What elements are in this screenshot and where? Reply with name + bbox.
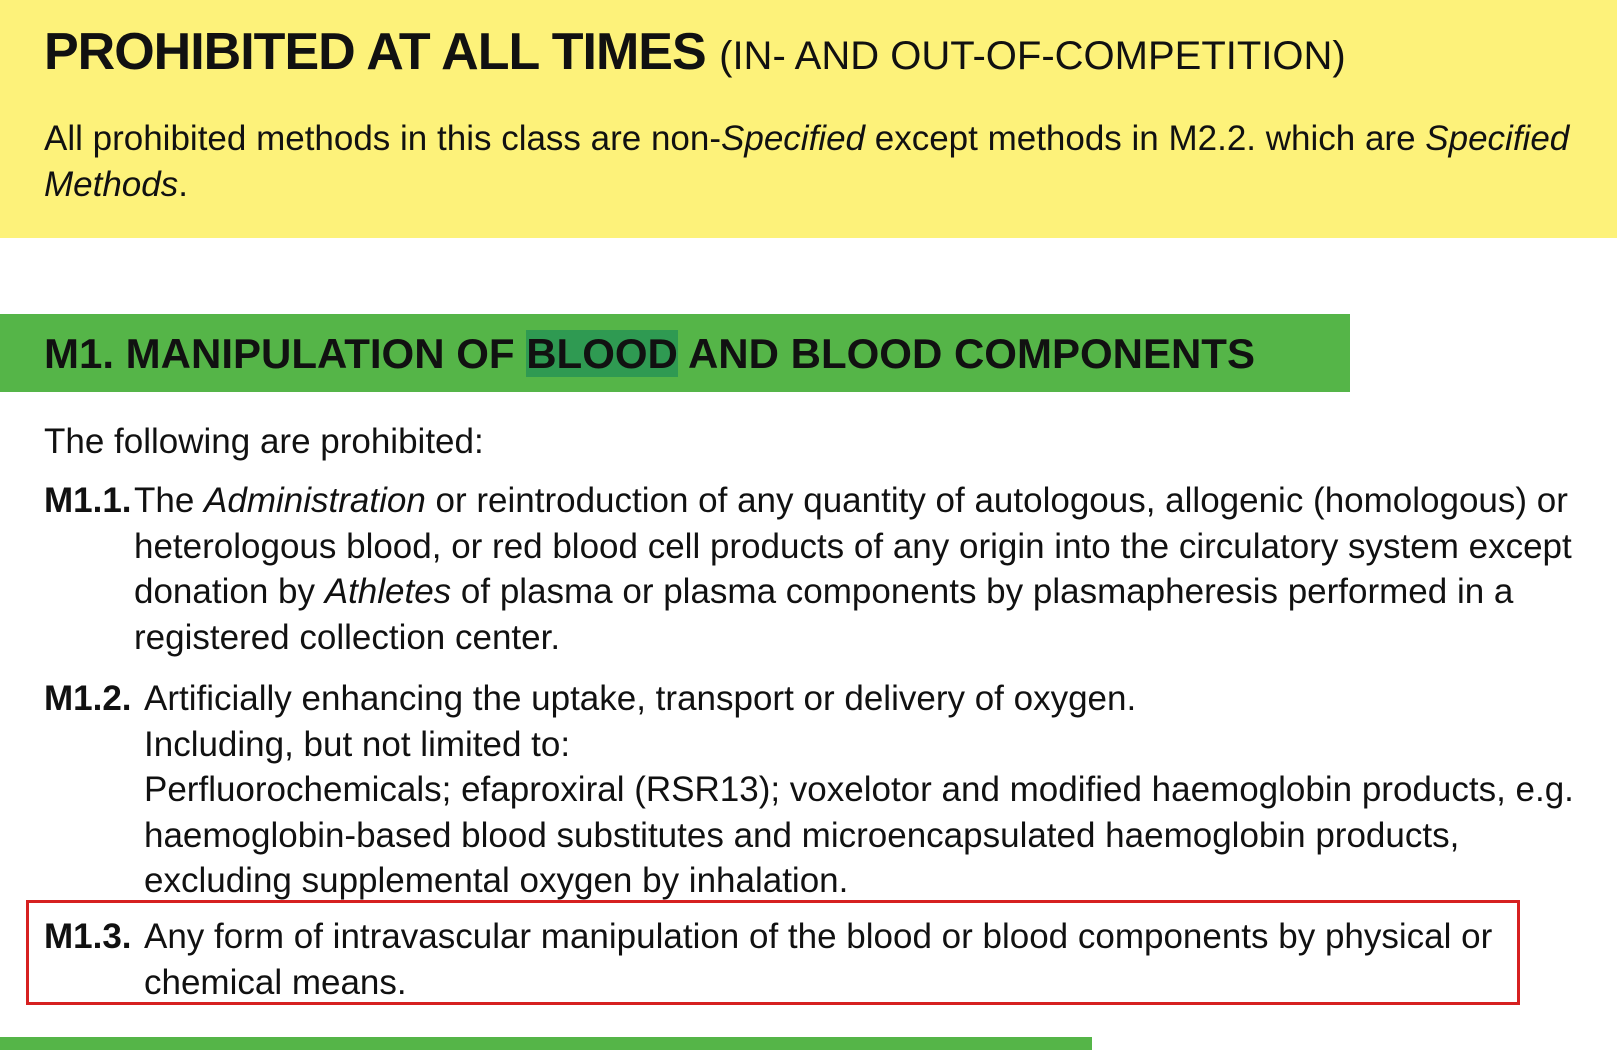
section-title-part: M1. MANIPULATION OF (44, 330, 527, 377)
section-title-part: AND BLOOD COMPONENTS (677, 330, 1255, 377)
item-text-part: The (134, 481, 205, 520)
item-text: Any form of intravascular manipulation of the blood or blood components by physical or chemical means. (144, 917, 1493, 1002)
list-item-m1-2 (44, 676, 1584, 904)
banner-text-part: except methods in M2.2. which are (865, 119, 1426, 158)
search-highlight: BLOOD (526, 330, 678, 377)
item-text-line: Including, but not limited to: (144, 724, 571, 764)
list-item-m1-1 (44, 478, 1584, 660)
item-text (44, 478, 1584, 660)
item-text-emphasis: Athletes (324, 572, 452, 611)
banner-text-part: . (178, 165, 188, 204)
item-text (44, 676, 1584, 904)
category-banner (0, 0, 1617, 238)
banner-text-part: All prohibited methods in this class are non- (44, 119, 722, 158)
banner-title (44, 22, 1346, 82)
item-text-emphasis: Administration (204, 481, 426, 520)
item-text-line: Artificially enhancing the uptake, transport or delivery of oxygen. (144, 679, 1137, 718)
item-text-part: of plasma or plasma components by plasmapheresis performed in a registered collection center. (134, 572, 1514, 657)
list-item-m1-3 (44, 914, 1584, 1005)
banner-text-emphasis: Specified Methods (44, 119, 1570, 204)
section-intro: The following are prohibited: (44, 422, 484, 461)
banner-description (44, 116, 1584, 208)
item-text-line: Perfluorochemicals; efaproxiral (RSR13); voxelotor and modified haemoglobin products, e.g. haemoglobin-based blood substitutes and microencapsulated haemoglobin products, excluding supplemental oxygen by inhalation. (144, 770, 1574, 900)
banner-title-main: PROHIBITED AT ALL TIMES (44, 23, 706, 81)
item-number: M1.1. (44, 481, 132, 520)
banner-title-subtitle: (IN- AND OUT-OF-COMPETITION) (719, 34, 1346, 78)
item-number: M1.2. (44, 679, 132, 718)
item-text-part: or reintroduction of any quantity of autologous, allogenic (homologous) or heterologous blood, or red blood cell products of any origin into the circulatory system except donation by (134, 481, 1572, 611)
section-title (44, 328, 1255, 380)
banner-text-emphasis: Specified (721, 119, 865, 158)
item-number: M1.3. (44, 917, 132, 956)
next-section-bar (0, 1037, 1092, 1050)
